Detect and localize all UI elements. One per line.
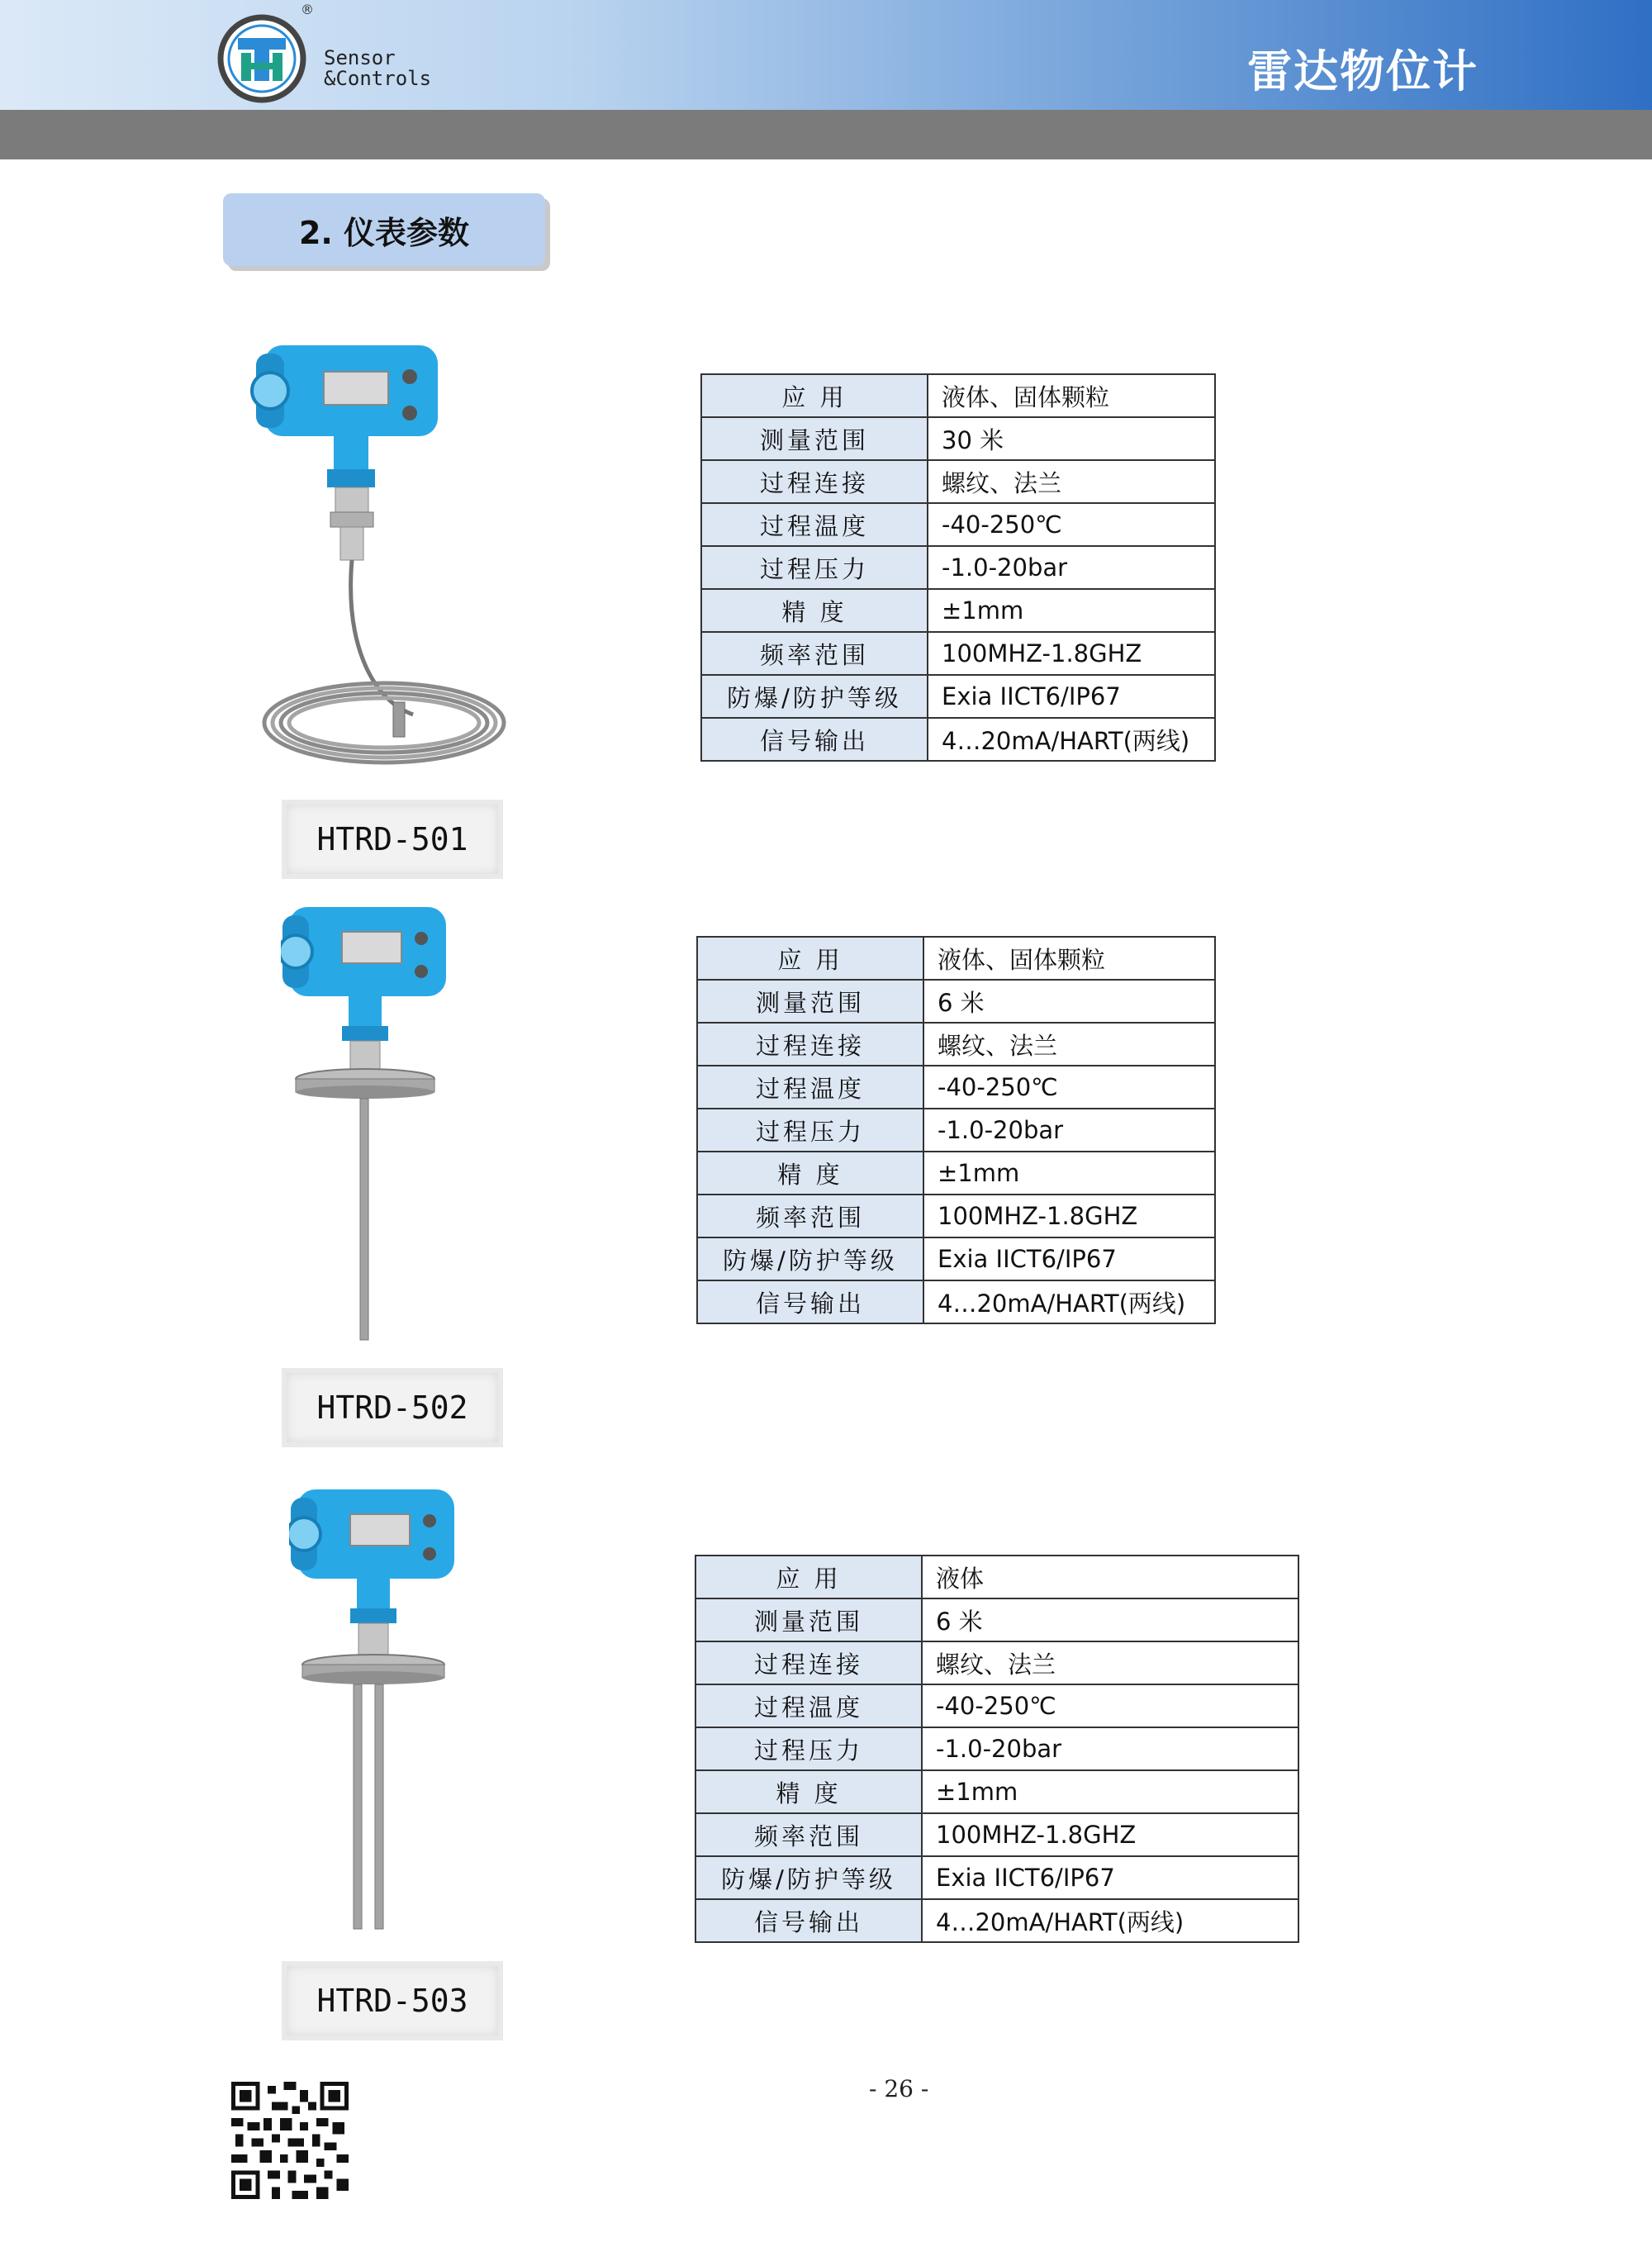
table-row: 过程连接 螺纹、法兰 (697, 1023, 1215, 1066)
registered-mark: ® (301, 2, 314, 17)
model-label-htrd-503: HTRD-503 (287, 1966, 498, 2035)
product-image-htrd-502 (281, 900, 463, 1347)
section-title: 2. 仪表参数 (223, 193, 545, 266)
table-row: 过程连接 螺纹、法兰 (695, 1641, 1298, 1684)
product-image-htrd-501 (248, 339, 529, 785)
table-row: 过程压力 -1.0-20bar (701, 546, 1215, 589)
table-row: 过程压力 -1.0-20bar (695, 1727, 1298, 1770)
model-label-htrd-502: HTRD-502 (287, 1373, 498, 1442)
table-row: 应 用 液体 (695, 1556, 1298, 1598)
brand-name (324, 48, 431, 89)
table-row: 测量范围 6 米 (697, 980, 1215, 1023)
table-row: 过程温度 -40-250℃ (701, 503, 1215, 546)
table-row: 过程连接 螺纹、法兰 (701, 460, 1215, 503)
table-row: 信号输出 4…20mA/HART(两线) (697, 1280, 1215, 1323)
table-row: 应 用 液体、固体颗粒 (701, 374, 1215, 417)
document-title: 雷达物位计 (1247, 45, 1479, 97)
spec-table-htrd-501 (700, 373, 1216, 762)
table-row: 过程温度 -40-250℃ (695, 1684, 1298, 1727)
product-image-htrd-503 (289, 1483, 471, 1937)
table-row: 精 度 ±1mm (695, 1770, 1298, 1813)
model-label-htrd-501: HTRD-501 (287, 805, 498, 874)
ht-logo-icon (216, 13, 307, 104)
table-row: 防爆/防护等级 Exia IICT6/IP67 (697, 1237, 1215, 1280)
table-row: 测量范围 30 米 (701, 417, 1215, 460)
table-row: 测量范围 6 米 (695, 1598, 1298, 1641)
table-row: 信号输出 4…20mA/HART(两线) (701, 718, 1215, 761)
page-header (0, 0, 1652, 110)
table-row: 频率范围 100MHZ-1.8GHZ (697, 1195, 1215, 1237)
brand-line-1: Sensor (324, 46, 396, 69)
page-number: - 26 - (869, 2075, 929, 2102)
table-row: 频率范围 100MHZ-1.8GHZ (701, 632, 1215, 675)
table-row: 过程压力 -1.0-20bar (697, 1109, 1215, 1152)
table-row: 精 度 ±1mm (697, 1152, 1215, 1195)
table-row: 防爆/防护等级 Exia IICT6/IP67 (695, 1856, 1298, 1899)
table-row: 防爆/防护等级 Exia IICT6/IP67 (701, 675, 1215, 718)
table-row: 过程温度 -40-250℃ (697, 1066, 1215, 1109)
spec-table-htrd-502 (696, 936, 1216, 1324)
table-row: 精 度 ±1mm (701, 589, 1215, 632)
table-row: 应 用 液体、固体颗粒 (697, 937, 1215, 980)
spec-table-htrd-503 (695, 1555, 1299, 1943)
qr-code-icon (231, 2082, 349, 2199)
table-row: 频率范围 100MHZ-1.8GHZ (695, 1813, 1298, 1856)
brand-line-2: &Controls (324, 67, 432, 90)
header-strip (0, 110, 1652, 159)
table-row: 信号输出 4…20mA/HART(两线) (695, 1899, 1298, 1942)
